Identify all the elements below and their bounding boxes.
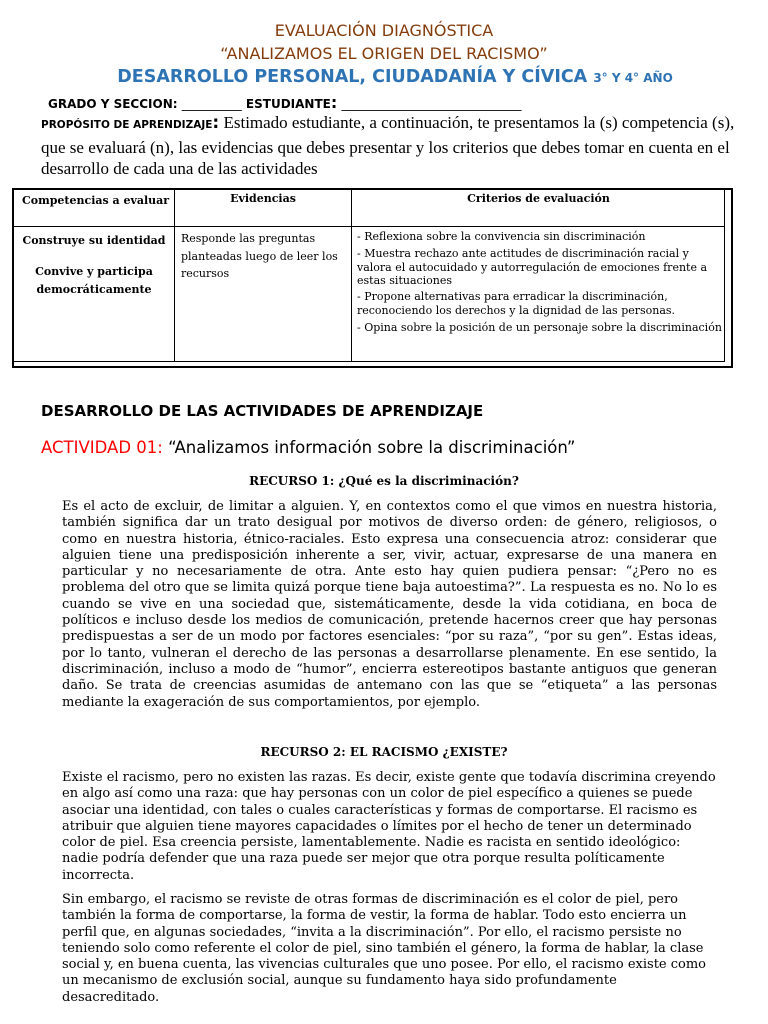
purpose-paragraph [41,112,753,190]
competency-item: Convive y participa democráticamente [35,265,153,296]
activity-heading [41,438,575,457]
criterion-item: - Muestra rechazo ante actitudes de discriminación racial y valora el autocuidado y autorregulación de emociones frente a estas situaciones [357,247,708,287]
resource-2-paragraph-1: Existe el racismo, pero no existen las razas. Es decir, existe gente que todavía discrimina creyendo en algo así como una raza: que hay personas con un color de piel específico a quienes se puede asociar una identidad, con tales o cuales características y formas de comportarse. El racismo es atribuir que alguien tiene mayores capacidades o límites por el hecho de tener un determinado color de piel. Esa creencia persiste, lamentablemente. Nadie es racista en sentido ideológico: nadie podría defender que una raza puede ser mejor que otra porque resulta políticamente incorrecta. [62,770,716,883]
student-colon: : [330,93,338,112]
student-blank: ______________________________ [341,97,522,111]
header-evidencias: Evidencias [230,192,296,205]
header-competencias: Competencias a evaluar [22,194,170,207]
table-divider [174,189,175,362]
purpose-label: PROPÓSITO DE APRENDIZAJE [41,119,213,131]
header-criterios: Criterios de evaluación [467,192,610,205]
section-heading: DESARROLLO DE LAS ACTIVIDADES DE APRENDIZAJE [41,402,484,420]
table-divider [351,189,352,362]
table-header-divider [13,226,725,227]
course-title [0,67,768,87]
criterion-item: - Reflexiona sobre la convivencia sin discriminación [357,230,646,243]
competency-item: Construye su identidad [22,234,166,247]
criterion-item: - Propone alternativas para erradicar la discriminación, reconociendo los derechos y la dignidad de las personas. [357,290,676,317]
resource-2-paragraph-2: Sin embargo, el racismo se reviste de otras formas de discriminación es el color de piel, pero también la forma de comportarse, la forma de vestir, la forma de hablar. Todo esto encierra un perfil que, en algunas sociedades, “invita a la discriminación”. Por ello, el racismo persiste no teniendo solo como referente el color de piel, sino también el género, la forma de hablar, la clase social y, en buena cuenta, las vivencias culturales que uno posee. Por ello, el racismo existe como un mecanismo de exclusión social, aunque su fundamento haya sido profundamente desacreditado. [62,892,707,1005]
activity-label: ACTIVIDAD 01: [41,438,163,457]
course-grade: 3° Y 4° AÑO [593,71,673,85]
resource-1-text: Es el acto de excluir, de limitar a alguien. Y, en contextos como el que vimos en nuestra historia, también significa dar un trato desigual por motivos de diverso orden: de género, religiosos, o como en nuestra historia, étnico-raciales. Esto expresa una consecuencia atroz: considerar que alguien tiene una predisposición inherente a ser, vivir, actuar, expresarse de una manera en particular y no necesariamente de otra. Ante esto hay quien pudiera pensar: “¿Pero no es problema del otro que se limita quizá porque tiene baja autoestima?”. La respuesta es no. No lo es cuando se vive en una sociedad que, sistemáticamente, desde la vida cotidiana, en boca de políticos e incluso desde los medios de comunicación, pretende hacernos creer que hay personas predispuestas a ser de un modo por factores esenciales: “por su raza”, “por su gen”. Estas ideas, por lo tanto, vulneran el derecho de las personas a desarrollarse plenamente. En ese sentido, la discriminación, incluso a modo de “humor”, encierra estereotipos bastante antiguos que generan daño. Se trata de creencias asumidas de antemano con las que se “etiqueta” a las personas mediante la exageración de sus comportamientos, por ejemplo. [62,499,717,710]
resource-2-title: RECURSO 2: EL RACISMO ¿EXISTE? [260,745,508,759]
document-subtitle: “ANALIZAMOS EL ORIGEN DEL RACISMO” [220,44,548,63]
purpose-colon: : [212,113,220,133]
evidence-text: Responde las preguntas planteadas luego de leer los recursos [181,232,338,280]
document-title: EVALUACIÓN DIAGNÓSTICA [274,21,494,40]
grade-label: GRADO Y SECCION: [48,97,178,111]
activity-title: “Analizamos información sobre la discriminación” [162,438,576,457]
course-name: DESARROLLO PERSONAL, CIUDADANÍA Y CÍVICA [117,67,588,87]
resource-1-title: RECURSO 1: ¿Qué es la discriminación? [249,474,519,488]
purpose-text: Estimado estudiante, a continuación, te presentamos la (s) competencia (s), que se evaluará (n), las evidencias que debes presentar y los criterios que debes tomar en cuenta en el desarrollo de cada una de las actividades [41,113,735,178]
student-info-line [48,93,521,112]
grade-blank: __________ [181,97,242,111]
student-label: ESTUDIANTE [245,97,331,111]
criterion-item: - Opina sobre la posición de un personaje sobre la discriminación [357,321,722,334]
